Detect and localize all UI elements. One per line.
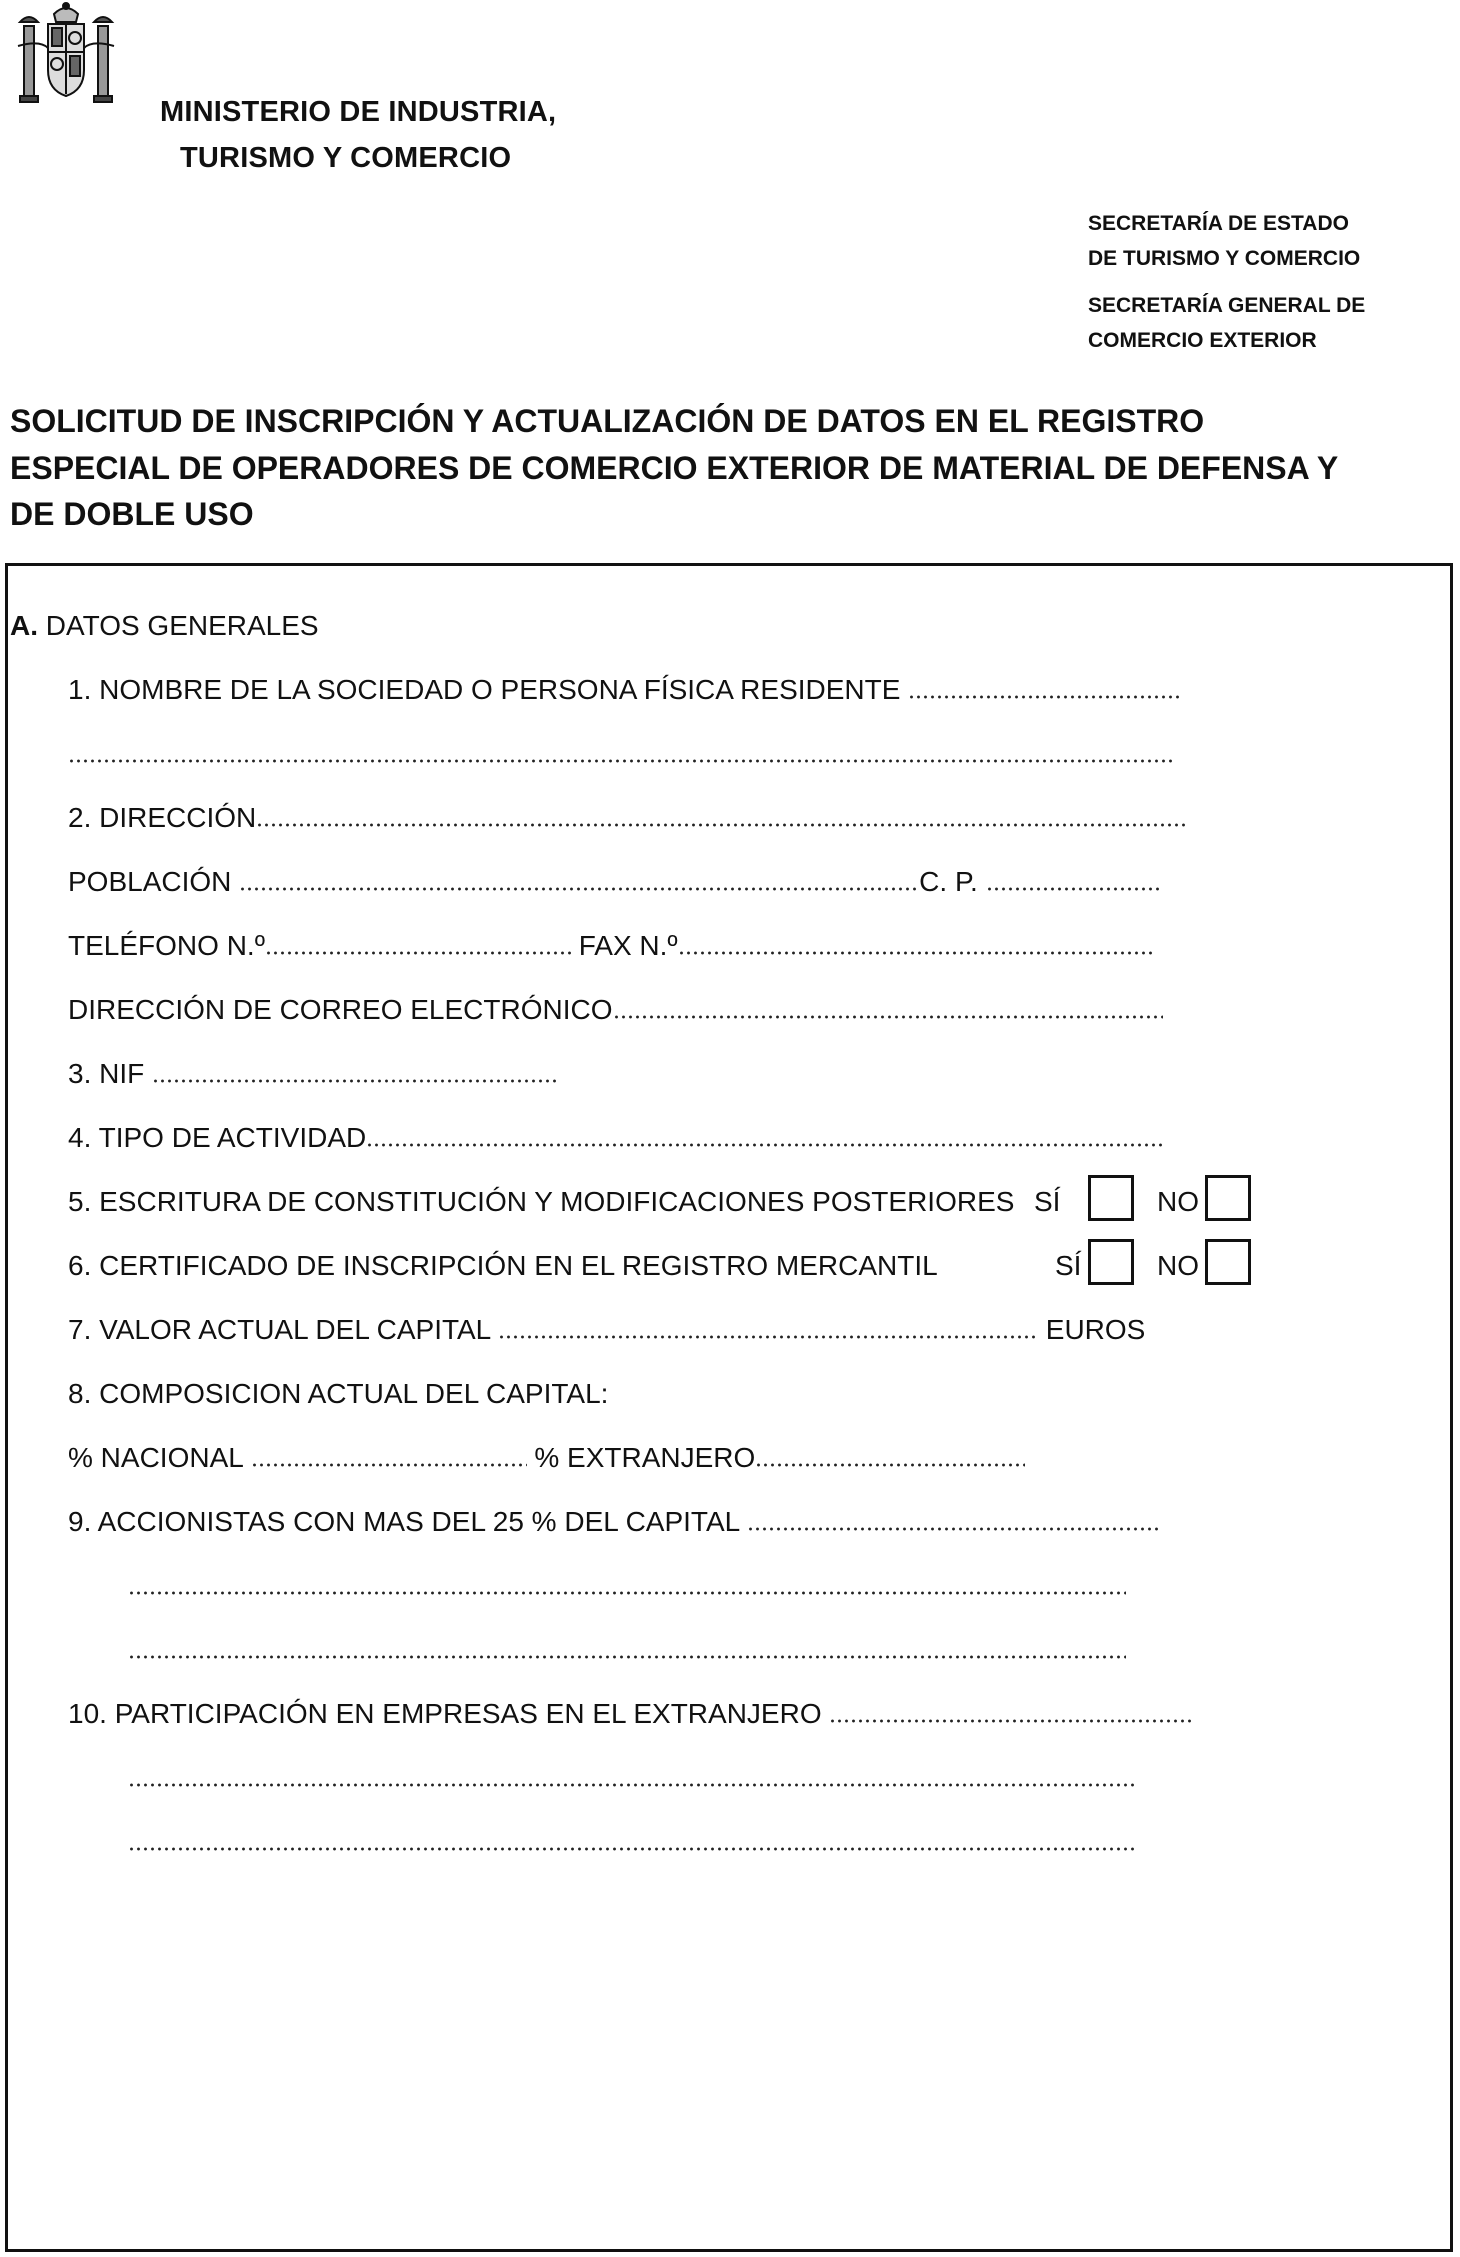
field-7-row [68, 1313, 1145, 1347]
field-6-no-checkbox[interactable] [1205, 1239, 1251, 1285]
field-10-continuation-2 [128, 1825, 1134, 1859]
nacional-input[interactable] [251, 1447, 527, 1467]
telefono-row [68, 929, 1154, 963]
field-1-row [68, 673, 1180, 707]
field-4-label: 4. TIPO DE ACTIVIDAD [68, 1122, 367, 1153]
field-2-input[interactable] [256, 807, 1186, 827]
field-9-input-line3[interactable] [128, 1639, 1126, 1659]
field-9-label: 9. ACCIONISTAS CON MAS DEL 25 % DEL CAPITAL [68, 1506, 740, 1537]
field-10-input[interactable] [829, 1703, 1195, 1723]
cp-input[interactable] [986, 871, 1162, 891]
field-4-row [68, 1121, 1166, 1155]
field-3-row [68, 1057, 556, 1091]
fax-label: FAX N.º [578, 930, 678, 961]
field-5-si-checkbox[interactable] [1088, 1175, 1134, 1221]
field-9-row [68, 1505, 1159, 1539]
field-10-input-line2[interactable] [128, 1767, 1134, 1787]
field-9-input-line2[interactable] [128, 1575, 1126, 1595]
document-title-line3: DE DOBLE USO [10, 496, 254, 532]
email-label: DIRECCIÓN DE CORREO ELECTRÓNICO [68, 994, 613, 1025]
cp-label: C. P. [919, 866, 978, 897]
secretaria-general [1088, 288, 1365, 358]
secretaria-estado [1088, 206, 1360, 276]
field-3-label: 3. NIF [68, 1058, 145, 1089]
ministry-name-line2: TURISMO Y COMERCIO [180, 142, 512, 174]
field-6-label: 6. CERTIFICADO DE INSCRIPCIÓN EN EL REGISTRO MERCANTIL [68, 1250, 938, 1281]
field-5-no-label: NO [1157, 1186, 1199, 1217]
poblacion-row [68, 865, 1162, 899]
telefono-input[interactable] [265, 935, 571, 955]
secretaria-general-line2: COMERCIO EXTERIOR [1088, 329, 1317, 352]
extranjero-input[interactable] [755, 1447, 1025, 1467]
euros-label: EUROS [1045, 1314, 1146, 1345]
ministry-name-line1: MINISTERIO DE INDUSTRIA, [160, 96, 557, 128]
field-7-label: 7. VALOR ACTUAL DEL CAPITAL [68, 1314, 491, 1345]
field-4-input[interactable] [366, 1127, 1166, 1147]
field-1-label: 1. NOMBRE DE LA SOCIEDAD O PERSONA FÍSICA RESIDENTE [68, 674, 901, 705]
field-7-input[interactable] [498, 1319, 1038, 1339]
field-5-no-checkbox[interactable] [1205, 1175, 1251, 1221]
fax-input[interactable] [678, 935, 1154, 955]
field-9-continuation-1 [128, 1569, 1126, 1603]
field-10-row [68, 1697, 1195, 1731]
field-8-label: 8. COMPOSICION ACTUAL DEL CAPITAL: [68, 1378, 609, 1409]
field-5-label: 5. ESCRITURA DE CONSTITUCIÓN Y MODIFICACIONES POSTERIORES [68, 1186, 1015, 1217]
field-2-row [68, 801, 1186, 835]
email-row [68, 993, 1163, 1027]
field-2-label: 2. DIRECCIÓN [68, 802, 257, 833]
document-title-line1: SOLICITUD DE INSCRIPCIÓN Y ACTUALIZACIÓN DE DATOS EN EL REGISTRO [10, 403, 1205, 439]
poblacion-input[interactable] [239, 871, 919, 891]
poblacion-label: POBLACIÓN [68, 866, 232, 897]
field-1-input-line2[interactable] [68, 743, 1174, 763]
extranjero-label: % EXTRANJERO [534, 1442, 756, 1473]
field-3-input[interactable] [152, 1063, 556, 1083]
field-1-continuation [68, 737, 1174, 771]
section-heading [10, 609, 319, 643]
document-title [10, 398, 1450, 538]
field-6-si-checkbox[interactable] [1088, 1239, 1134, 1285]
field-10-input-line3[interactable] [128, 1831, 1134, 1851]
secretaria-estado-line2: DE TURISMO Y COMERCIO [1088, 247, 1361, 270]
nacional-label: % NACIONAL [68, 1442, 243, 1473]
field-6-si-label: SÍ [1055, 1250, 1082, 1281]
field-9-continuation-2 [128, 1633, 1126, 1667]
email-input[interactable] [613, 999, 1163, 1019]
capital-composition-row [68, 1441, 1025, 1475]
section-letter: A. [10, 610, 38, 641]
document-title-line2: ESPECIAL DE OPERADORES DE COMERCIO EXTERIOR DE MATERIAL DE DEFENSA Y [10, 449, 1339, 486]
field-1-input[interactable] [908, 679, 1180, 699]
field-6-no-label: NO [1157, 1250, 1199, 1281]
section-title: DATOS GENERALES [38, 610, 319, 641]
field-9-input[interactable] [747, 1511, 1159, 1531]
telefono-label: TELÉFONO N.º [68, 930, 265, 961]
secretaria-estado-line1: SECRETARÍA DE ESTADO [1088, 212, 1349, 235]
field-10-continuation-1 [128, 1761, 1134, 1795]
field-10-label: 10. PARTICIPACIÓN EN EMPRESAS EN EL EXTRANJERO [68, 1698, 822, 1729]
coat-of-arms-icon [10, 0, 122, 108]
secretaria-general-line1: SECRETARÍA GENERAL DE [1088, 294, 1366, 317]
field-5-si-label: SÍ [1034, 1186, 1061, 1217]
